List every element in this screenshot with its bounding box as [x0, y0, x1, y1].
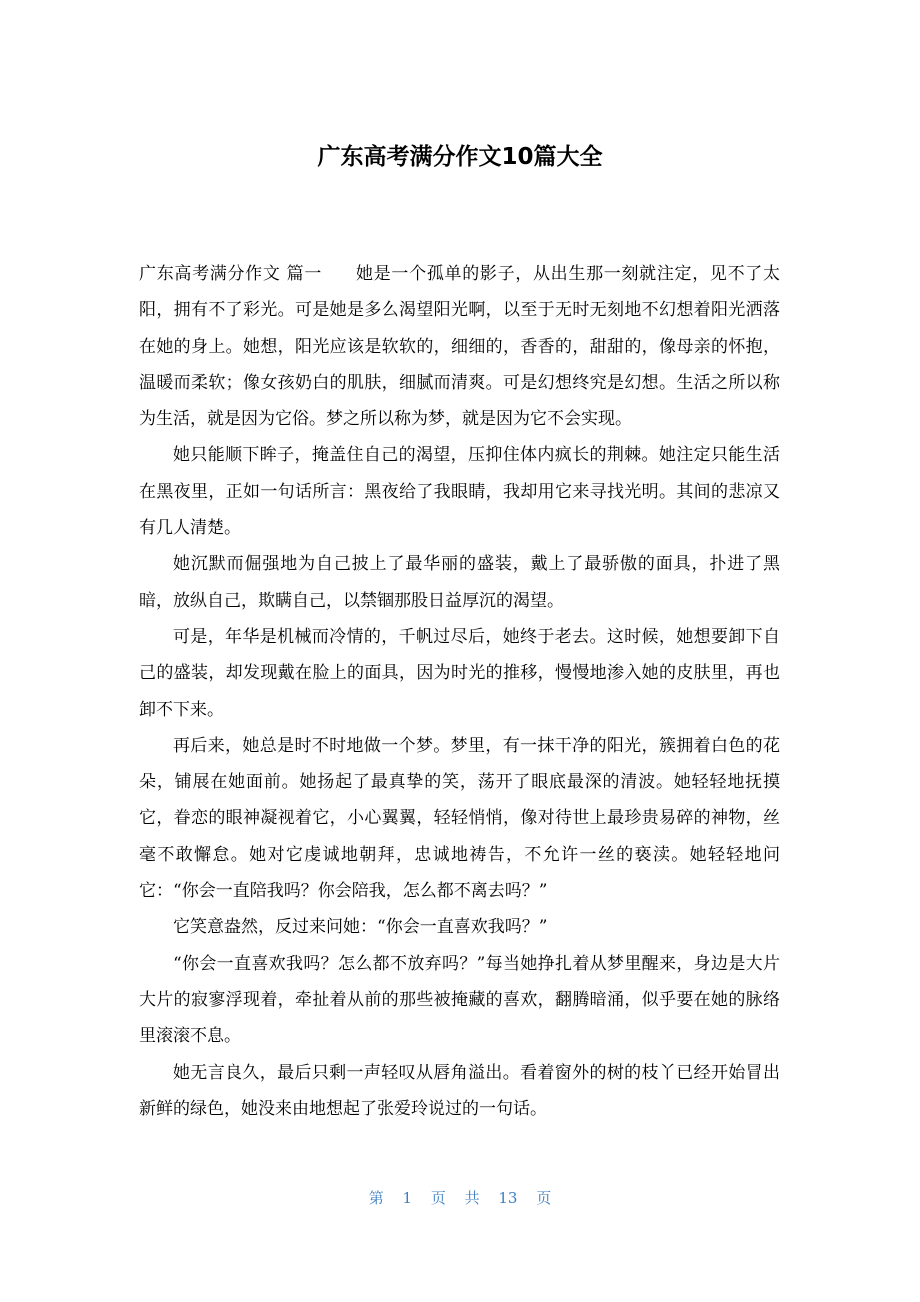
document-body	[139, 256, 780, 1127]
paragraph-3: 她沉默而倔强地为自己披上了最华丽的盛装，戴上了最骄傲的面具，扑进了黑暗，放纵自己，欺瞒自己，以禁锢那股日益厚沉的渴望。	[139, 554, 780, 611]
paragraph-8: 她无言良久，最后只剩一声轻叹从唇角溢出。看着窗外的树的枝丫已经开始冒出新鲜的绿色，她没来由地想起了张爱玲说过的一句话。	[139, 1062, 780, 1119]
paragraph-6: 它笑意盎然，反过来问她：“你会一直喜欢我吗？”	[173, 917, 548, 938]
paragraph-1-text: 她是一个孤单的影子，从出生那一刻就注定，见不了太阳，拥有不了彩光。可是她是多么渴望阳光啊，以至于无时无刻地不幻想着阳光洒落在她的身上。她想，阳光应该是软软的，细细的，香香的，甜甜的，像母亲的怀抱，温暖而柔软；像女孩奶白的肌肤，细腻而清爽。可是幻想终究是幻想。生活之所以称为生活，就是因为它俗。梦之所以称为梦，就是因为它不会实现。	[139, 264, 781, 430]
section-heading: 广东高考满分作文 篇一	[139, 264, 323, 284]
document-title: 广东高考满分作文10篇大全	[317, 144, 603, 170]
paragraph-7: “你会一直喜欢我吗？怎么都不放弃吗？”每当她挣扎着从梦里醒来，身边是大片大片的寂寥浮现着，牵扯着从前的那些被掩藏的喜欢，翻腾暗涌，似乎要在她的脉络里滚滚不息。	[139, 953, 780, 1047]
paragraph-5: 再后来，她总是时不时地做一个梦。梦里，有一抹干净的阳光，簇拥着白色的花朵，铺展在她面前。她扬起了最真挚的笑，荡开了眼底最深的清波。她轻轻地抚摸它，眷恋的眼神凝视着它，小心翼翼，轻轻悄悄，像对待世上最珍贵易碎的神物，丝毫不敢懈怠。她对它虔诚地朝拜，忠诚地祷告，不允许一丝的亵渎。她轻轻地问它：“你会一直陪我吗？你会陪我，怎么都不离去吗？”	[139, 735, 780, 902]
page-number-footer: 第 1 页 共 13 页	[368, 1189, 552, 1207]
paragraph-1	[139, 256, 780, 437]
paragraph-2: 她只能顺下眸子，掩盖住自己的渴望，压抑住体内疯长的荆棘。她注定只能生活在黑夜里，正如一句话所言：黑夜给了我眼睛，我却用它来寻找光明。其间的悲凉又有几人清楚。	[139, 445, 780, 539]
paragraph-4: 可是，年华是机械而冷情的，千帆过尽后，她终于老去。这时候，她想要卸下自己的盛装，却发现戴在脸上的面具，因为时光的推移，慢慢地渗入她的皮肤里，再也卸不下来。	[139, 626, 780, 720]
